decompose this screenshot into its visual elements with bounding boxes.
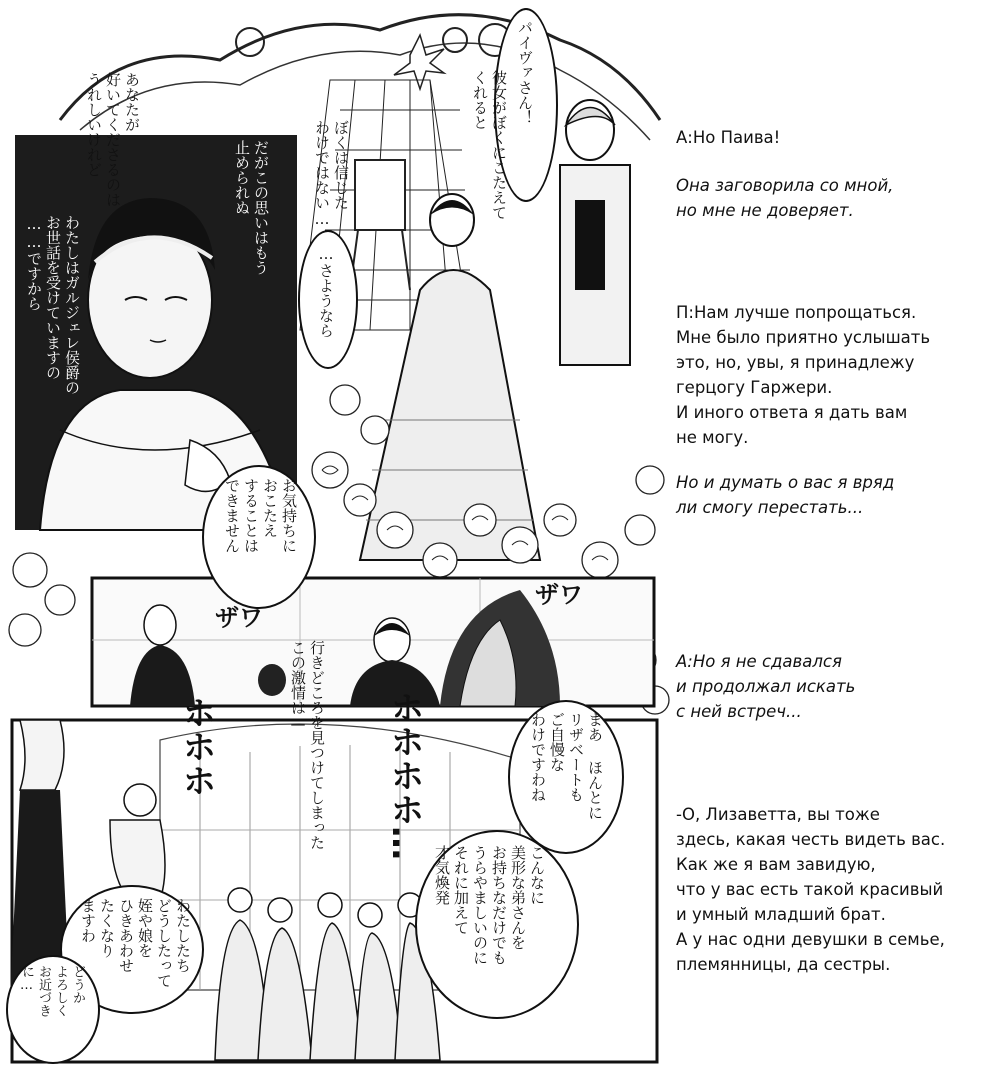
translation-paiva-call: А:Но Паива! <box>676 128 781 147</box>
bubble-text-paiva-call: パイヴァさん！ <box>516 20 534 125</box>
sfx-hohoho-right: ホホホホ… <box>384 690 424 860</box>
bubble-text-happy: あなたが 好いてくださるのは うれしいけれど <box>85 72 141 207</box>
bubble-text-feelings-stop: だがこの思いはもう 止められぬ <box>233 140 270 275</box>
sfx-zawa-left: ザワ <box>215 604 263 632</box>
translation-thought-forget: Но и думать о вас я вряд ли смогу перестать... <box>676 473 895 517</box>
translation-paiva-reply: П:Нам лучше попрощаться. Мне было приятно услышать это, но, увы, я принадлежу герцогу Гаржери. И иного ответа я дать вам не могу. <box>676 303 931 447</box>
bubble-text-dont-believe: ぼくは信じた わけではない… <box>313 120 350 228</box>
sfx-hohoho-left: ホホホ <box>176 695 216 797</box>
bubble-text-nieces: わたしたち どうしたって 姪や娘を ひきあわせ たくなり ますわ <box>79 898 192 988</box>
bubble-text-brother: こんなに 美形な弟さんを お持ちなだけでも うらやましいのに それに加えて 才気煥発 <box>433 845 546 965</box>
bubble-text-please: どうか よろしく お近づき に… <box>19 965 85 1017</box>
translation-ladies-dialogue: -О, Лизаветта, вы тоже здесь, какая честь видеть вас. Как же я вам завидую, что у вас есть такой красивый и умный младший брат. А у нас одни девушки в семье, племянницы, да сестры. <box>676 805 946 974</box>
bubble-text-answered: 彼女がぼくにこたえて くれると <box>471 70 508 220</box>
translation-thought-trust: Она заговорила со мной, но мне не доверяет. <box>676 176 894 220</box>
narration-passion: 行きどころを見つけてしまった この激情は— <box>289 640 326 850</box>
bubble-text-goodbye: …さようなら <box>317 245 335 338</box>
bubble-text-lizbeth-proud: まあ ほんとに リザベートも ご自慢な わけですわね <box>529 712 604 820</box>
bubble-text-cannot-answer: お気持ちに おこたえ することは できません <box>223 478 298 553</box>
sfx-zawa-right: ザワ <box>535 581 583 609</box>
translation-narration-persist: А:Но я не сдавался и продолжал искать с ней встреч... <box>676 652 856 721</box>
bubble-text-garjere: わたしはガルジェレ侯爵の お世話を受けていますの ……ですから <box>25 215 81 395</box>
